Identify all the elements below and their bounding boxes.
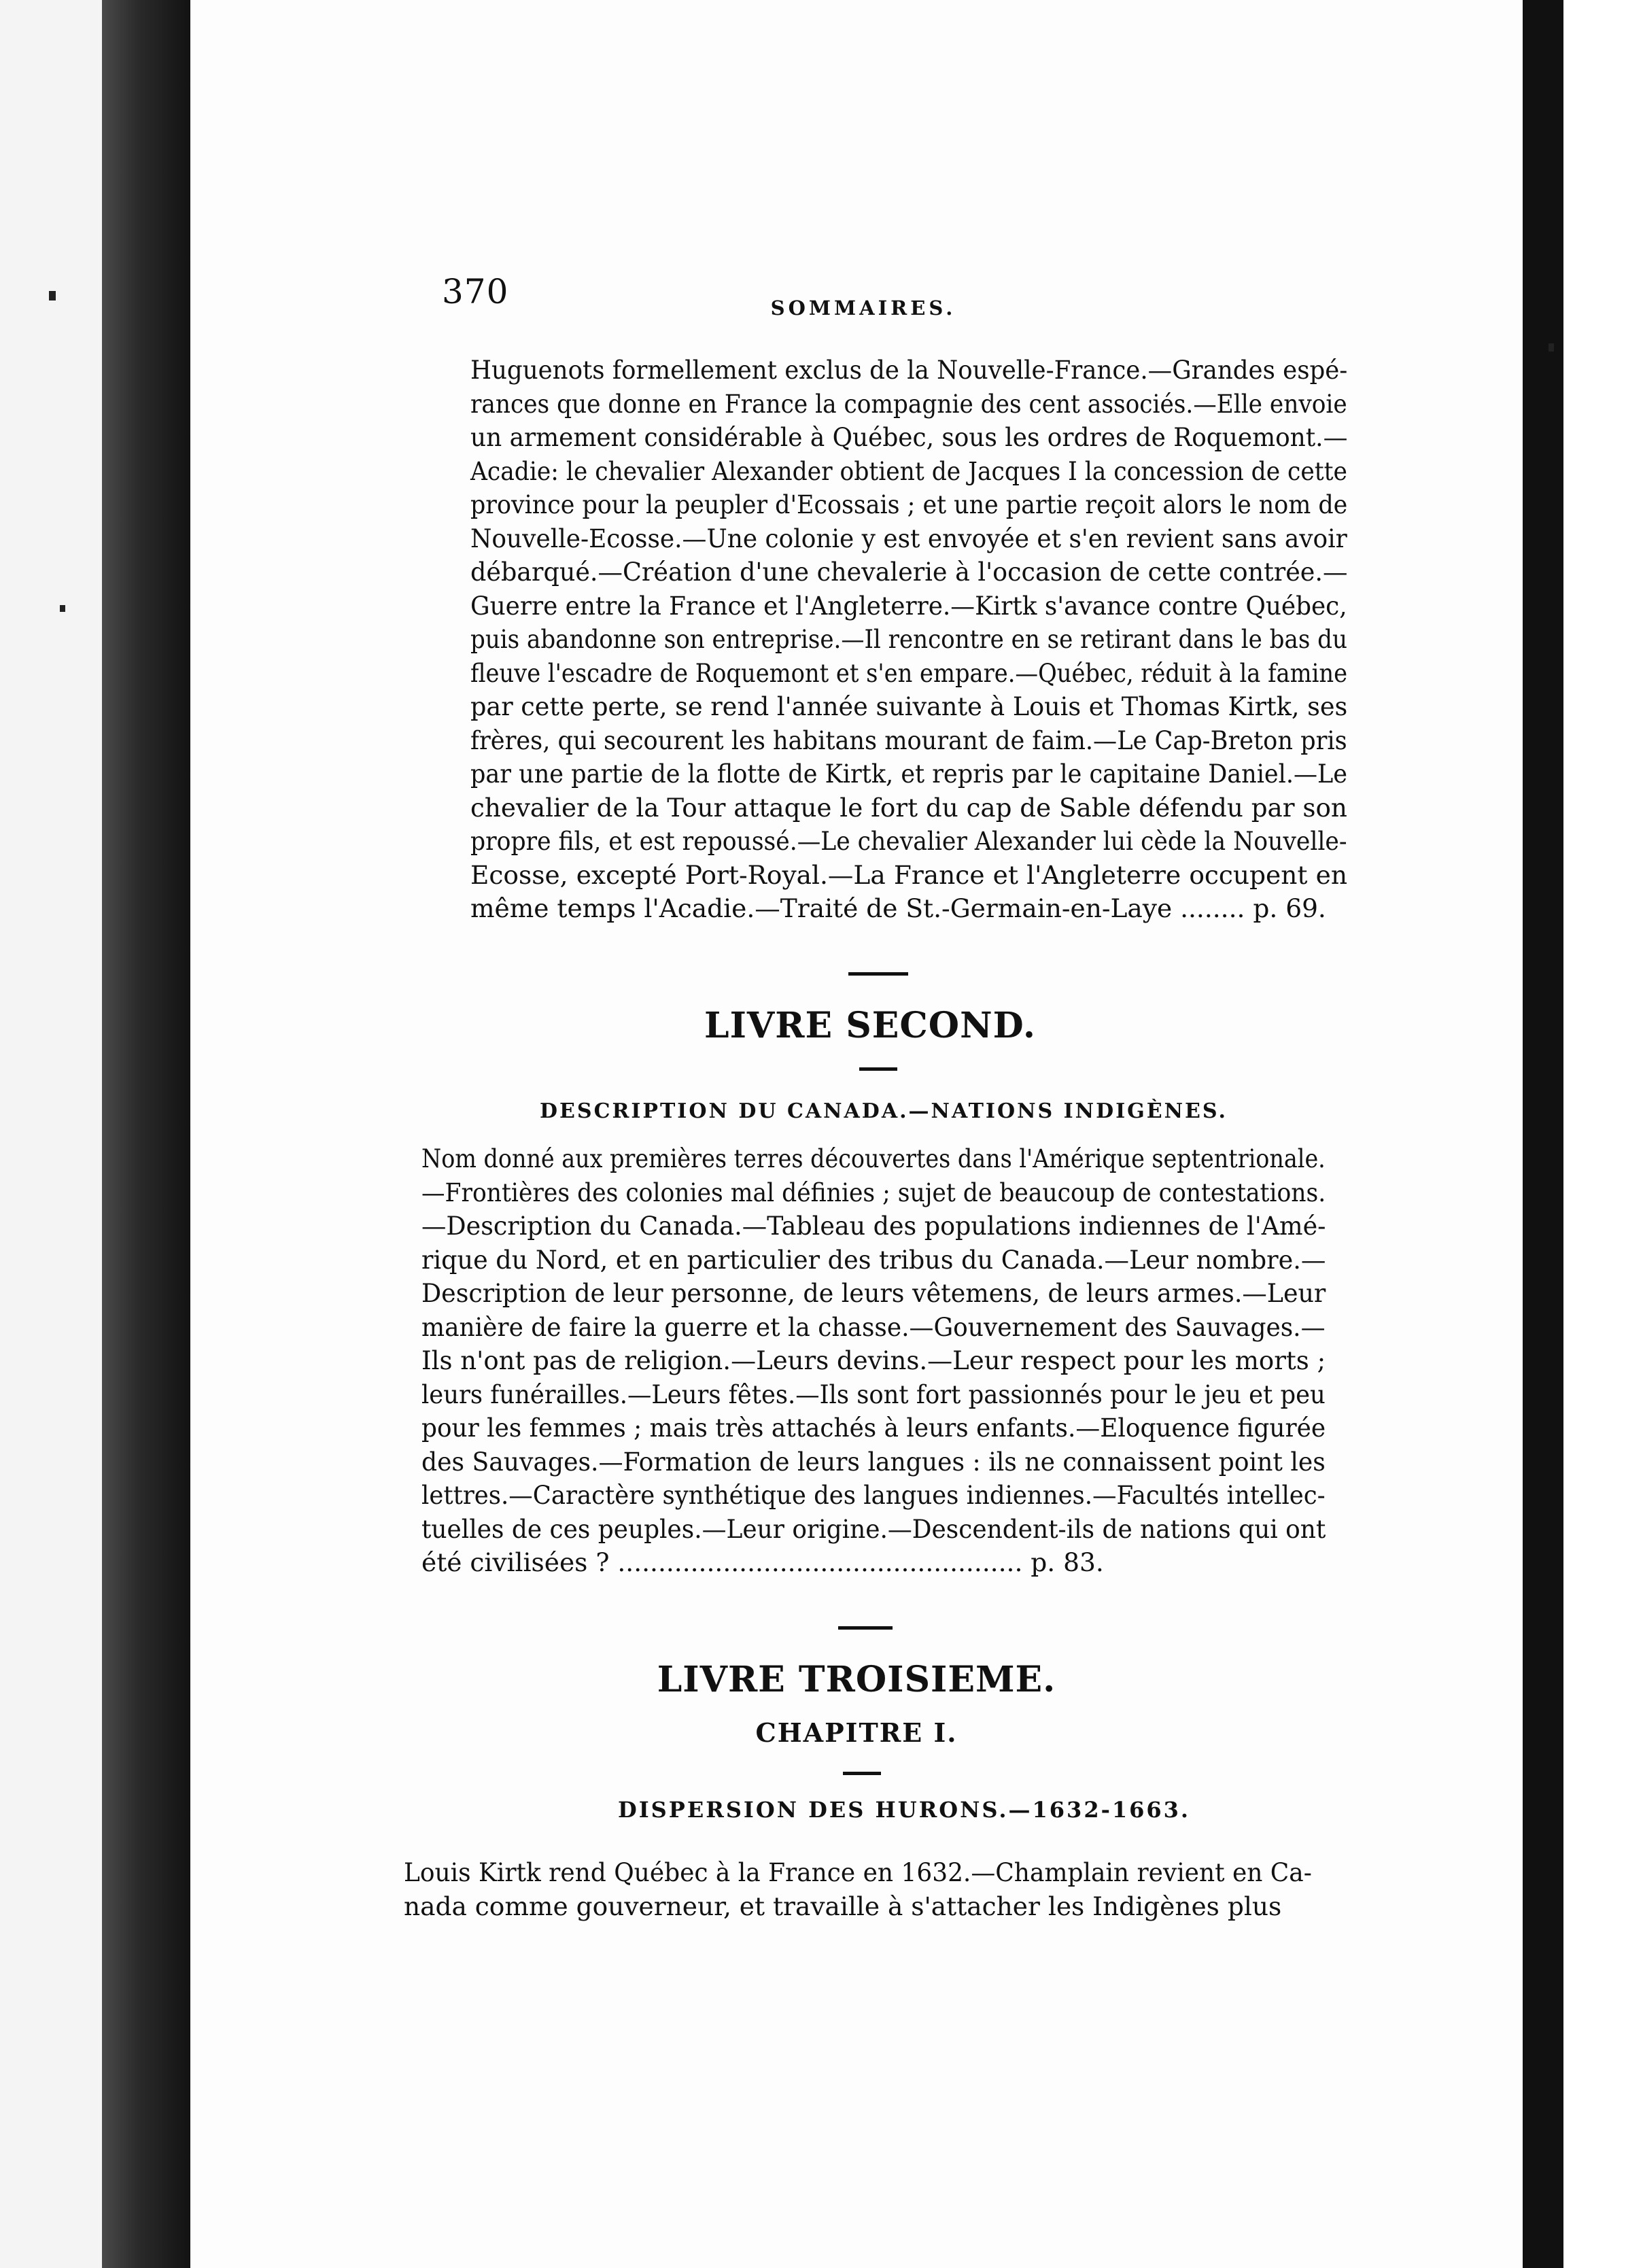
- text-line: rances que donne en France la compagnie des cent associés.—Elle envoie: [470, 388, 1347, 419]
- text-line: Guerre entre la France et l'Angleterre.—Kirtk s'avance contre Québec,: [470, 590, 1347, 621]
- livre3-title: LIVRE TROISIEME.: [657, 1659, 1056, 1700]
- chapter-heading: CHAPITRE I.: [755, 1717, 958, 1748]
- text-line: rique du Nord, et en particulier des tribus du Canada.—Leur nombre.—: [421, 1244, 1326, 1275]
- section-rule: [843, 1772, 881, 1775]
- text-line: un armement considérable à Québec, sous les ordres de Roquemont.—: [470, 422, 1348, 452]
- section-rule: [838, 1626, 893, 1630]
- right-gutter-shadow: [1523, 0, 1563, 2268]
- text-line: pour les femmes ; mais très attachés à leurs enfants.—Eloquence figurée: [421, 1413, 1326, 1443]
- text-line: Nom donné aux premières terres découvertes dans l'Amérique septentrionale.: [421, 1144, 1326, 1173]
- page-leaf: [190, 0, 1543, 2268]
- edge-mark: [60, 605, 65, 612]
- edge-mark: [49, 291, 56, 300]
- text-line: lettres.—Caractère synthétique des langues indiennes.—Facultés intellec-: [421, 1480, 1326, 1510]
- text-line: Huguenots formellement exclus de la Nouvelle-France.—Grandes espé-: [470, 355, 1348, 385]
- summary-paragraph-livre3: [404, 1856, 1312, 1923]
- text-line: leurs funérailles.—Leurs fêtes.—Ils sont fort passionnés pour le jeu et peu: [421, 1379, 1326, 1409]
- text-line: Ils n'ont pas de religion.—Leurs devins.—Leur respect pour les morts ;: [421, 1345, 1326, 1375]
- section-rule: [848, 972, 908, 976]
- text-line: été civilisées ? .................................................. p. 83.: [421, 1547, 1104, 1577]
- text-line: —Description du Canada.—Tableau des populations indiennes de l'Amé-: [421, 1211, 1326, 1241]
- text-line: par une partie de la flotte de Kirtk, et repris par le capitaine Daniel.—Le: [470, 759, 1348, 789]
- section-rule: [859, 1067, 897, 1071]
- text-line: —Frontières des colonies mal définies ; sujet de beaucoup de contestations.: [421, 1177, 1326, 1207]
- text-line: manière de faire la guerre et la chasse.—Gouvernement des Sauvages.—: [421, 1311, 1326, 1342]
- text-line: frères, qui secourent les habitans mourant de faim.—Le Cap-Breton pris: [470, 725, 1347, 755]
- text-line: des Sauvages.—Formation de leurs langues : ils ne connaissent point les: [421, 1446, 1326, 1477]
- text-line: Louis Kirtk rend Québec à la France en 1632.—Champlain revient en Ca-: [404, 1857, 1312, 1887]
- livre3-subtitle: DISPERSION DES HURONS.—1632-1663.: [617, 1797, 1191, 1823]
- text-line: chevalier de la Tour attaque le fort du cap de Sable défendu par son: [470, 792, 1347, 823]
- text-line: même temps l'Acadie.—Traité de St.-Germain-en-Laye ........ p. 69.: [470, 893, 1326, 923]
- text-line: province pour la peupler d'Ecossais ; et une partie reçoit alors le nom de: [470, 489, 1348, 519]
- book-spine-shadow: [102, 0, 194, 2268]
- livre2-title: LIVRE SECOND.: [704, 1005, 1036, 1046]
- text-line: Ecosse, excepté Port-Royal.—La France et l'Angleterre occupent en: [470, 859, 1347, 890]
- text-line: Description de leur personne, de leurs vêtemens, de leurs armes.—Leur: [421, 1278, 1326, 1308]
- livre2-subtitle: DESCRIPTION DU CANADA.—NATIONS INDIGÈNES.: [540, 1099, 1228, 1123]
- summary-paragraph-livre2: [421, 1142, 1326, 1580]
- summary-paragraph-livre1: [470, 354, 1347, 926]
- running-head: SOMMAIRES.: [770, 296, 956, 320]
- text-line: propre fils, et est repoussé.—Le chevalier Alexander lui cède la Nouvelle-: [470, 826, 1347, 856]
- text-line: par cette perte, se rend l'année suivante à Louis et Thomas Kirtk, ses: [470, 691, 1348, 721]
- text-line: puis abandonne son entreprise.—Il rencontre en se retirant dans le bas du: [470, 624, 1347, 654]
- edge-mark: [1549, 343, 1554, 351]
- page-number: 370: [442, 272, 509, 311]
- text-line: tuelles de ces peuples.—Leur origine.—Descendent-ils de nations qui ont: [421, 1513, 1326, 1544]
- text-line: nada comme gouverneur, et travaille à s'attacher les Indigènes plus: [404, 1891, 1282, 1921]
- text-line: Nouvelle-Ecosse.—Une colonie y est envoyée et s'en revient sans avoir: [470, 523, 1347, 553]
- text-line: Acadie: le chevalier Alexander obtient de Jacques I la concession de cette: [470, 456, 1347, 486]
- text-line: fleuve l'escadre de Roquemont et s'en empare.—Québec, réduit à la famine: [470, 657, 1348, 688]
- text-line: débarqué.—Création d'une chevalerie à l'occasion de cette contrée.—: [470, 557, 1348, 587]
